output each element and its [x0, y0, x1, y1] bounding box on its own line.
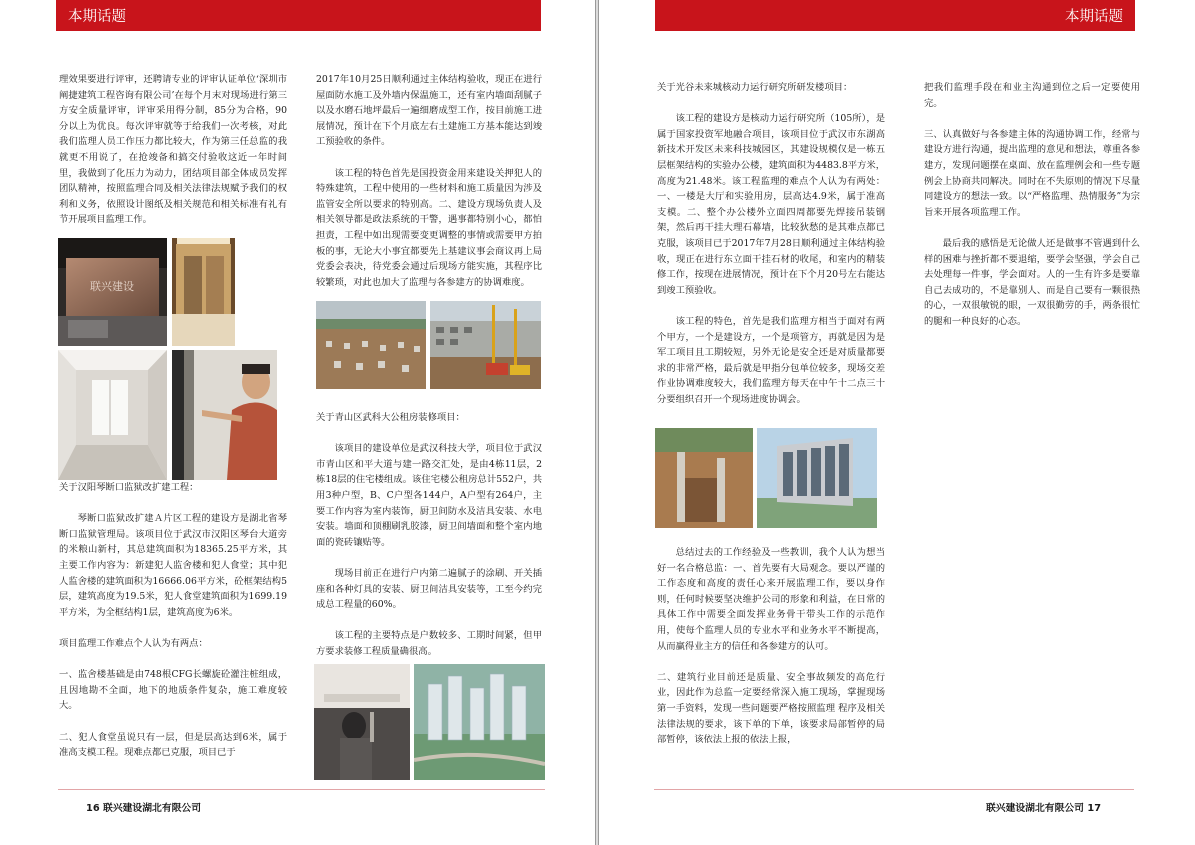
- photo-research-building-rendering: [757, 428, 877, 528]
- right-header-band: [655, 0, 1135, 31]
- paragraph: 现场目前正在进行户内第二遍腻子的涂刷、开关插座和各种灯具的安装、厨卫间洁具安装等，工至今约完成总工程量的60%。: [316, 567, 542, 611]
- paragraph: 该工程的建设方是核动力运行研究所（105所），是属于国家投资军地融合项目，该项目位于武汉市东湖高新技术开发区未来科技城园区，其建设规模仅是一栋五层框架结构的实验办公楼，建筑面积为4483.8平方米，高度为21.48米。该工程监理的难点个人认为有两处：一、一楼是大厅和实验用房，层高达4.9米，属于准高支模。二、整个办公楼外立面四周都要先焊接吊装钢架，然后再干挂大理石幕墙，比较狄愁的是其难点都已克服，该项目已于2017年7月28日顺利通过主体结构验收，现正在进行东立面干挂石材的收尾，和室内的精装修工作，按现在进展情况，预计在下个月20号左右能达到竣工预验收。: [657, 113, 885, 296]
- paragraph: 把我们监理手段在和业主沟通到位之后一定要使用完。: [924, 82, 1140, 109]
- paragraph: 三、认真做好与各参建主体的沟通协调工作，经常与建设方进行沟通，提出监理的意见和想法，尊重各参建方，发现问题摆在桌面、放在监理例会和一些专题例会上协商共同解决。同时在不失原则的情况下尽量同建设方的想法一致。以“严格监理、热情服务”为宗旨来开展各项监理工作。: [924, 128, 1140, 218]
- paragraph: 一、监舍楼基础是由748根CFG长螺旋砼灌注桩组成，且因地勘不全面，地下的地质条件复杂，施工难度较大。: [59, 669, 287, 712]
- left-footer-rule: [58, 789, 545, 790]
- left-header-title: 本期话题: [68, 9, 126, 25]
- right-footer-rule: [654, 789, 1134, 790]
- paragraph: 二、犯人食堂虽说只有一层，但是层高达到6米，属于准高支模工程。现难点都已克服，项目已于: [59, 731, 287, 759]
- left-footer: 16 联兴建设湖北有限公司: [86, 803, 202, 814]
- section-title: 关于光谷未来城核动力运行研究所研发楼项目：: [657, 82, 853, 93]
- paragraph: 2017年10月25日顺利通过主体结构验收，现正在进行屋面防水施工及外墙内保温施工，还有室内墙面刮腻子以及水磨石地坪最后一遍细磨成型工作，按目前施工进展情况，预计在下个月底左右土建施工方基本能达到竣工预验收的条件。: [316, 74, 542, 148]
- svg-text:联兴建设: 联兴建设: [90, 280, 134, 293]
- section-title: 关于青山区武科大公租房装修项目：: [316, 412, 465, 423]
- paragraph: 总结过去的工作经验及一些教训，我个人认为想当好一名合格总监：一、首先要有大局观念。要以严谨的工作态度和高度的责任心来开展监理工作，要以身作则，任何时候要坚决维护公司的形象和利益，在日常的具体工作中需要全面发挥业务骨干带头工作的示范作用，使每个监理人员的专业水平和业务水平不断提高，从而赢得业主方的信任和各参建方的认可。: [657, 547, 885, 652]
- paragraph: 该工程的特色首先是国投资金用来建设关押犯人的特殊建筑，工程中使用的一些材料和施工质量因为涉及监管安全所以要求的特别高。二、建设方现场负责人及相关领导都是政法系统的干警，遇事都特别小心，都怕担责，工程中如出现需要变更调整的事情或需要甲方拍板的事，无论大小事宜都要先上基建议事会商议再上局党委会表决，待党委会通过后现场方能实施，其程序比较繁琐，对此也加大了监理与各参建方的协调难度。: [316, 167, 542, 288]
- left-column-2-bottom: [316, 410, 542, 660]
- right-column-2: [924, 80, 1140, 330]
- right-column-1-top: [657, 80, 885, 407]
- photo-inspector-pointing: [172, 350, 277, 480]
- section-title: 关于汉阳琴断口监狱改扩建工程：: [59, 482, 199, 493]
- paragraph: 理效果要进行评审，还聘请专业的评审认证单位‘深圳市阐捷建筑工程咨询有限公司’在每个月末对现场进行第三方安全质量评审，评审采用得分制，85分为合格，90分以上为优良。每次评审就等于给我们一次考核，对此我们监理人员工作压力都比较大，作为第三任总监的我就更不用说了，在抢竣备和搞交付验收这近一年时间里，我做到了化压力为动力，团结项目部全体成员发挥团队精神，按照监理合同及相关法律法规赋予我们的权利和义务，依照设计图纸及相关规范和相关标准有礼有节开展项目监理工作。: [59, 74, 287, 226]
- right-page: [598, 0, 1195, 845]
- right-column-1-bottom: [657, 545, 885, 748]
- paragraph: 最后我的感悟是无论做人还是做事不管遇到什么样的困难与挫折都不要退缩，要学会坚强，学会自己去处理每一件事，学会面对。人的一生有许多是要靠自己去成功的，不是靠别人、而是自己要有一颗很热的心，一双很敏锐的眼，一双很勤劳的手，两条很忙的腿和一种良好的心态。: [924, 237, 1140, 327]
- photo-empty-room: [58, 350, 167, 480]
- right-header-title: 本期话题: [1065, 9, 1123, 25]
- paragraph: 该工程的特色，首先是我们监理方相当于面对有两个甲方，一个是建设方，一个是项管方，再就是因为是军工项目且工期较短，另外无论是安全还是对质量都要求的非常严格，最后就是甲指分包单位较多，现场交差作业协调难度较大，我们监理方每天在中午十二点三十分要组织召开一个现场进度协调会。: [657, 315, 885, 405]
- photo-ceiling-work: [314, 664, 410, 780]
- left-column-1-top: [59, 72, 287, 228]
- photo-elevator-hall: [172, 238, 235, 346]
- left-column-1-bottom: [59, 480, 287, 761]
- paragraph: 该项目的建设单位是武汉科技大学，项目位于武汉市青山区和平大道与建一路交汇处，是由4栋11层，2栋18层的住宅楼组成。该住宅楼公租房总计552户，共用3种户型，B、C户型各144户，A户型有264户，主要工作内容为室内装饰，厨卫间防水及洁具安装、水电安装。墙面和顶棚刷乳胶漆，厨卫间墙面和整个室内地面的瓷砖镶贴等。: [316, 443, 542, 548]
- paragraph: 琴断口监狱改扩建Ａ片区工程的建设方是湖北省琴断口监狱管理局。该项目位于武汉市汉阳区琴台大道旁的米粮山新村，其总建筑面积为18365.25平方米，其主要工作内容为：新建犯人监舍楼和犯人食堂；其中犯人监舍楼的建筑面积为16666.06平方米，砼框架结构5层，建筑高度为19.5米，犯人食堂建筑面积为1699.19平方米，为全框结构1层，建筑高度为6米。: [59, 513, 287, 618]
- photo-pile-foundation: [316, 301, 426, 389]
- photo-residential-rendering: [414, 664, 545, 780]
- right-footer: 联兴建设湖北有限公司 17: [986, 803, 1102, 814]
- left-page: [0, 0, 596, 845]
- left-header-band: [56, 0, 541, 31]
- paragraph: 该工程的主要特点是户数较多、工期时间紧，但甲方要求装修工程质量确很高。: [316, 630, 542, 657]
- left-column-2-top: [316, 72, 542, 290]
- paragraph: 二、建筑行业目前还是质量、安全事故频发的高危行业，因此作为总监一定要经常深入施工现场，掌握现场第一手资料，发现一些问题要严格按照监理 程序及相关法律法规的要求，该下单的下单，该要求局部暂停的局部暂停，该依法上报的依法上报，: [657, 671, 885, 746]
- photo-lobby-logo-wall: [58, 238, 167, 346]
- photo-drilling-rigs: [430, 301, 541, 389]
- section-title: 项目监理工作难点个人认为有两点：: [59, 637, 208, 649]
- photo-trench-excavation: [655, 428, 753, 528]
